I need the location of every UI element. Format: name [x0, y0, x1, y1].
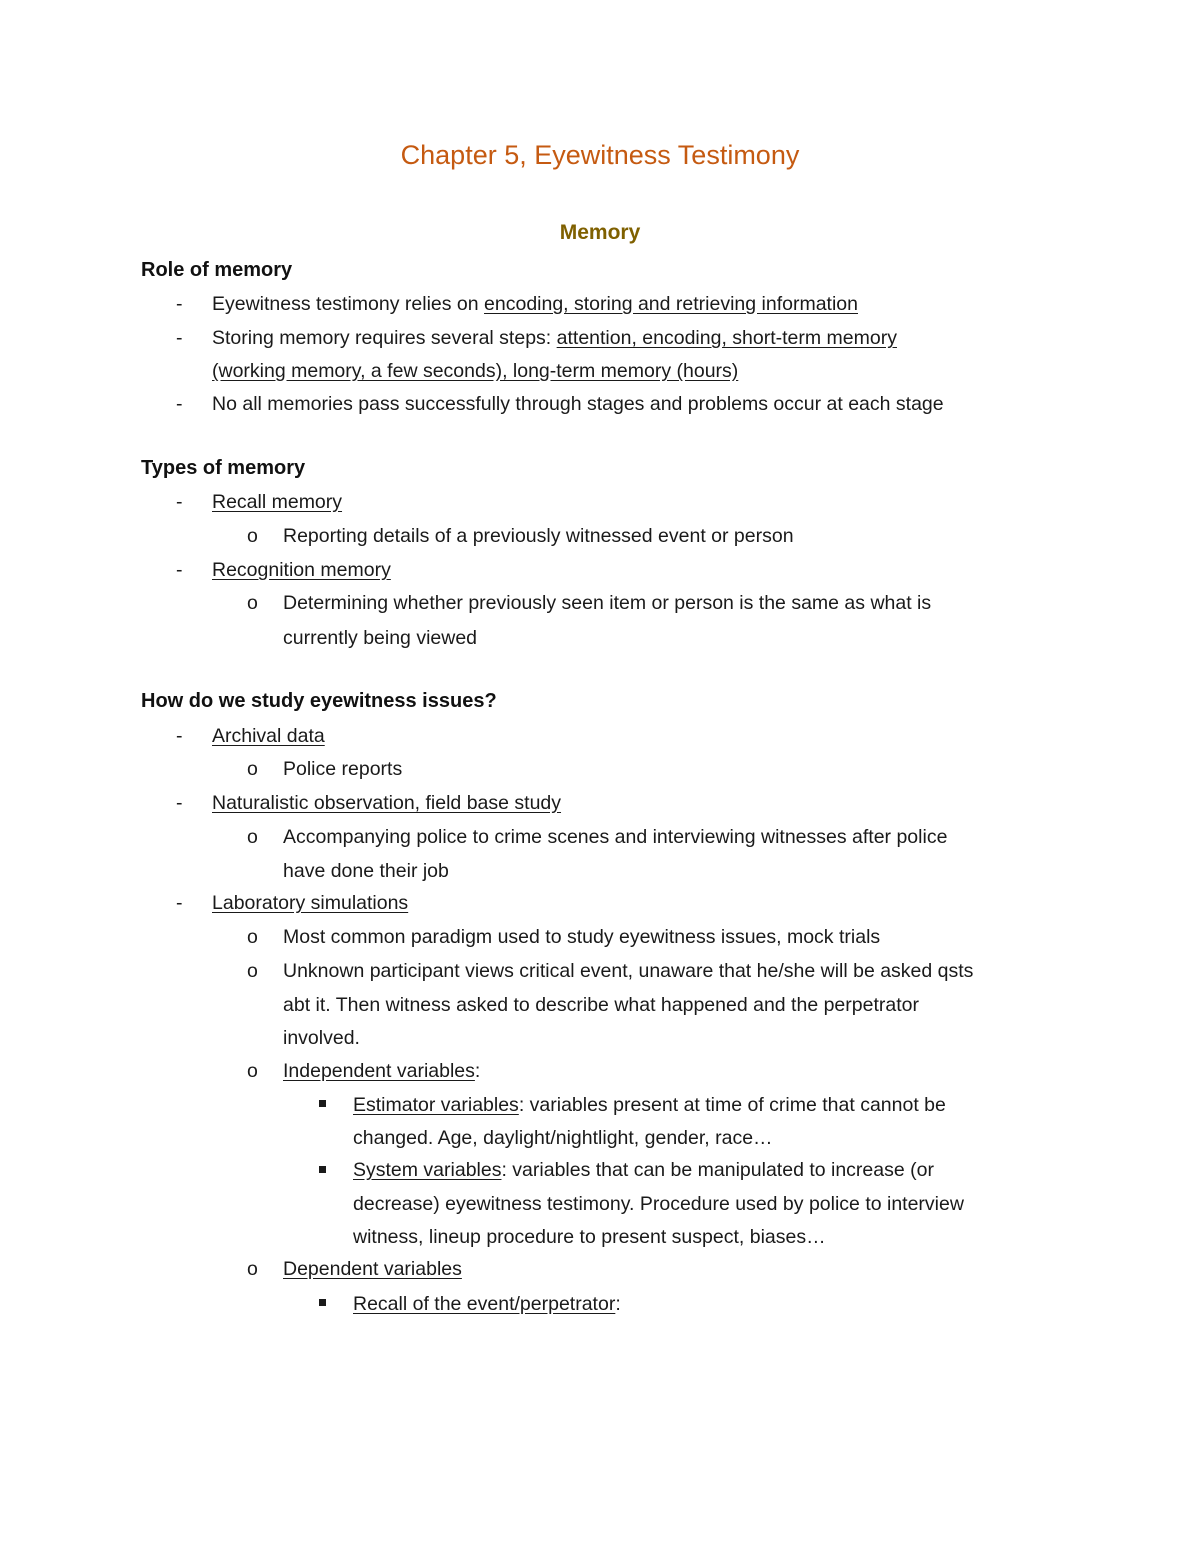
- section-title-memory: Memory: [559, 221, 641, 244]
- heading-how-do-we-study: How do we study eyewitness issues?: [141, 690, 497, 712]
- sub-sub-list-item-continuation: witness, lineup procedure to present suspect, biases…: [353, 1226, 826, 1248]
- item-underlined-text: Recall memory: [212, 491, 343, 513]
- list-item: [212, 792, 561, 815]
- list-item: [212, 327, 897, 350]
- dash-bullet: -: [176, 892, 183, 914]
- circle-bullet: o: [247, 960, 258, 982]
- sub-list-item: Reporting details of a previously witnessed event or person: [283, 525, 794, 547]
- sub-sub-list-item-continuation: changed. Age, daylight/nightlight, gender, race…: [353, 1127, 773, 1149]
- item-underlined-text: Dependent variables: [283, 1258, 462, 1280]
- circle-bullet: o: [247, 1060, 258, 1082]
- circle-bullet: o: [247, 1258, 258, 1280]
- sub-sub-list-item-continuation: decrease) eyewitness testimony. Procedure used by police to interview: [353, 1193, 964, 1215]
- item-text: : variables present at time of crime that cannot be: [518, 1094, 946, 1116]
- list-item: [212, 491, 342, 514]
- item-underlined-text: (working memory, a few seconds), long-term memory (hours): [212, 360, 739, 382]
- dash-bullet: -: [176, 491, 183, 513]
- circle-bullet: o: [247, 525, 258, 547]
- sub-list-item-continuation: have done their job: [283, 860, 449, 882]
- list-item: [212, 559, 391, 582]
- item-text: :: [474, 1060, 481, 1082]
- item-underlined-text: Independent variables: [283, 1060, 475, 1082]
- item-text: Storing memory requires several steps:: [212, 327, 557, 349]
- circle-bullet: o: [247, 592, 258, 614]
- dash-bullet: -: [176, 792, 183, 814]
- sub-list-item: Determining whether previously seen item or person is the same as what is: [283, 592, 932, 614]
- circle-bullet: o: [247, 826, 258, 848]
- item-underlined-text: Estimator variables: [353, 1094, 519, 1116]
- dash-bullet: -: [176, 293, 183, 315]
- heading-role-of-memory: Role of memory: [141, 259, 293, 281]
- item-underlined-text: Laboratory simulations: [212, 892, 409, 914]
- sub-sub-list-item: [353, 1159, 934, 1182]
- sub-list-item: Most common paradigm used to study eyewitness issues, mock trials: [283, 926, 881, 948]
- dash-bullet: -: [176, 559, 183, 581]
- item-underlined-text: Recall of the event/perpetrator: [353, 1293, 616, 1315]
- circle-bullet: o: [247, 758, 258, 780]
- dash-bullet: -: [176, 725, 183, 747]
- list-item: [212, 293, 858, 316]
- dash-bullet: -: [176, 327, 183, 349]
- sub-list-item-continuation: abt it. Then witness asked to describe what happened and the perpetrator: [283, 994, 919, 1016]
- sub-list-item-continuation: involved.: [283, 1027, 360, 1049]
- item-underlined-text: encoding, storing and retrieving information: [484, 293, 858, 315]
- sub-list-item: Accompanying police to crime scenes and interviewing witnesses after police: [283, 826, 948, 848]
- square-bullet: [319, 1100, 326, 1107]
- item-underlined-text: Archival data: [212, 725, 325, 747]
- item-underlined-text: attention, encoding, short-term memory: [556, 327, 897, 349]
- sub-sub-list-item: [353, 1094, 946, 1117]
- sub-list-item: [283, 1060, 480, 1083]
- square-bullet: [319, 1299, 326, 1306]
- item-text: Eyewitness testimony relies on: [212, 293, 485, 315]
- item-underlined-text: System variables: [353, 1159, 502, 1181]
- sub-sub-list-item: [353, 1293, 621, 1316]
- circle-bullet: o: [247, 926, 258, 948]
- list-item: No all memories pass successfully through stages and problems occur at each stage: [212, 393, 944, 415]
- list-item: [212, 892, 408, 915]
- sub-list-item-continuation: currently being viewed: [283, 627, 478, 649]
- sub-list-item: [283, 1258, 462, 1281]
- sub-list-item: Police reports: [283, 758, 403, 780]
- item-text: :: [615, 1293, 621, 1315]
- dash-bullet: -: [176, 393, 183, 415]
- item-underlined-text: Recognition memory: [212, 559, 391, 581]
- item-underlined-text: Naturalistic observation, field base study: [212, 792, 562, 814]
- list-item-continuation: [212, 360, 738, 383]
- square-bullet: [319, 1166, 326, 1173]
- sub-list-item: Unknown participant views critical event, unaware that he/she will be asked qsts: [283, 960, 974, 982]
- list-item: [212, 725, 325, 748]
- heading-types-of-memory: Types of memory: [141, 457, 306, 479]
- document-title: Chapter 5, Eyewitness Testimony: [400, 140, 800, 170]
- item-text: : variables that can be manipulated to increase (or: [501, 1159, 934, 1181]
